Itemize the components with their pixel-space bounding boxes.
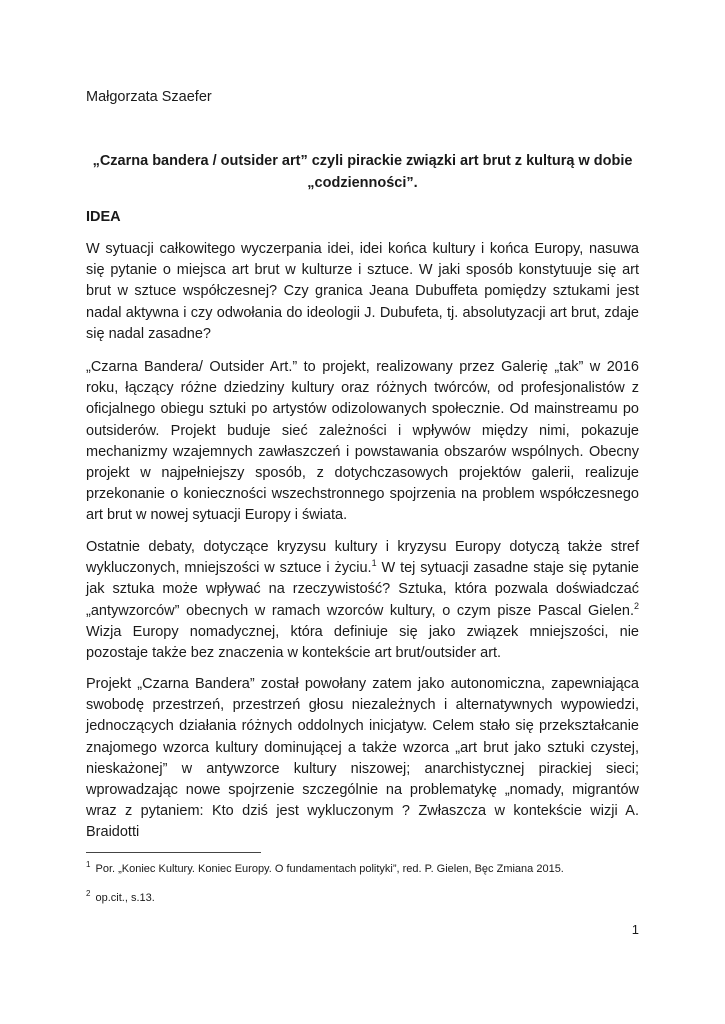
footnote-1-text: Por. „Koniec Kultury. Koniec Europy. O fundamentach polityki”, red. P. Gielen, Bęc Zmiana 2015. (92, 863, 564, 875)
footnote-1 (86, 862, 639, 876)
page-number: 1 (631, 922, 639, 937)
footnote-2 (86, 891, 639, 905)
footnote-2-mark: 2 (86, 889, 91, 899)
footnote-reference-1: 1 (371, 558, 377, 569)
footnote-2-text: op.cit., s.13. (92, 892, 155, 904)
document-title (86, 150, 639, 194)
footnote-separator (86, 852, 261, 853)
paragraph-3-part-a: Ostatnie debaty, dotyczące kryzysu kultury i kryzysu Europy dotyczą także stref wykluczonych, mniejszości w sztuce i życiu. (86, 539, 639, 577)
paragraph-3 (86, 537, 639, 664)
paragraph-3-part-c: Wizja Europy nomadycznej, która definiuje się jako związek mniejszości, nie pozostaje także bez znaczenia w kontekście art brut/outsider art. (86, 623, 639, 662)
author-name: Małgorzata Szaefer (86, 89, 212, 105)
paragraph-3-part-b: W tej sytuacji zasadne staje się pytanie jak sztuka może wpływać na rzeczywistość? Sztuka, która pozwala doświadczać „antywzorców” obecnych w ramach wzorców kultury, o czym pisze Pascal Gielen. (86, 560, 639, 619)
footnote-1-mark: 1 (86, 860, 91, 870)
title-line-2: „codzienności”. (307, 175, 418, 191)
paragraph-1: W sytuacji całkowitego wyczerpania idei, idei końca kultury i końca Europy, nasuwa się pytanie o miejsca art brut w kulturze i sztuce. W jaki sposób konstytuuje się art brut w sztuce współczesnej? Czy granica Jeana Dubuffeta pomiędzy sztukami jest nadal aktywna i czy odwołania do ideologii J. Dubufeta, tj. absolutyzacji art brut, zdaje się nadal zasadne? (86, 241, 639, 342)
footnote-reference-2: 2 (633, 600, 639, 611)
paragraph-4: Projekt „Czarna Bandera” został powołany zatem jako autonomiczna, zapewniająca swobodę przestrzeń, przestrzeń głosu niezależnych i alternatywnych wypowiedzi, jednoczących działania różnych oddolnych inicjatyw. Celem stało się przekształcanie znajomego wzorca kultury dominującej a także wzorca „art brut jako sztuki czystej, nieskażonej” w antywzorce kultury niszowej; anarchistycznej pirackiej sieci; wprowadzając nowe spojrzenie szczególnie na problematykę „nomady, migrantów wraz z pytaniem: Kto dziś jest wykluczonym ? Zwłaszcza w kontekście wizji A. Braidotti (86, 676, 639, 841)
paragraph-2: „Czarna Bandera/ Outsider Art.” to projekt, realizowany przez Galerię „tak” w 2016 roku, łączący różne dziedziny kultury oraz różnych twórców, od profesjonalistów z oficjalnego obiegu sztuki po artystów odizolowanych społecznie. Od mainstreamu po outsiderów. Projekt buduje sieć zależności i wpływów między nimi, pokazuje mechanizmy wzajemnych zawłaszczeń i powstawania obszarów wspólnych. Obecny projekt w najpełniejszy sposób, z dotychczasowych projektów galerii, realizuje przekonanie o konieczności wszechstronnego spojrzenia na problem współczesnego art brut w nowej sytuacji Europy i świata. (86, 359, 639, 524)
title-line-1: „Czarna bandera / outsider art” czyli pirackie związki art brut z kulturą w dobie (92, 153, 633, 169)
section-heading: IDEA (86, 209, 121, 225)
